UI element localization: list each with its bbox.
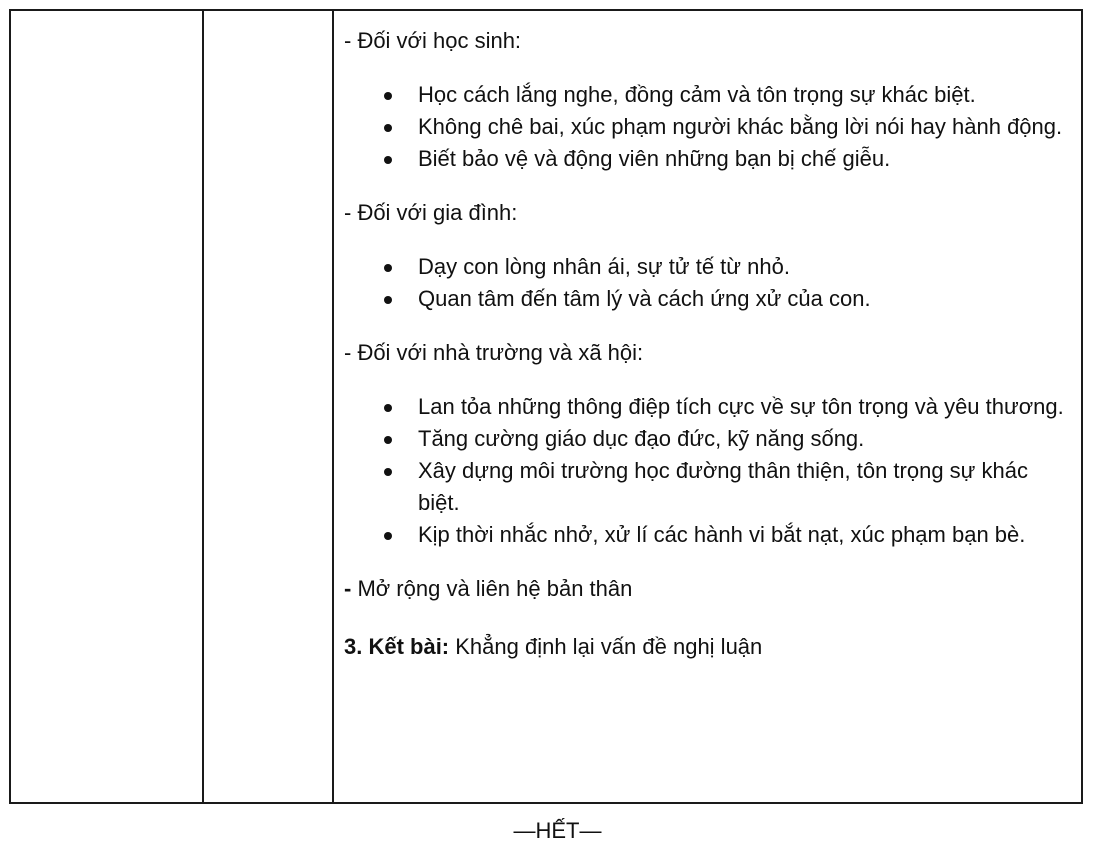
bullet-icon xyxy=(384,124,392,132)
section-heading-school-society: - Đối với nhà trường và xã hội: xyxy=(344,340,644,365)
bullet-icon xyxy=(384,92,392,100)
extension-text: Mở rộng và liên hệ bản thân xyxy=(351,576,633,601)
list-item: Xây dựng môi trường học đường thân thiện, tôn trọng sự khác biệt. xyxy=(344,455,1073,519)
bullet-icon xyxy=(384,532,392,540)
list-item: Tăng cường giáo dục đạo đức, kỹ năng sống. xyxy=(344,423,1073,455)
outline-table xyxy=(9,9,1083,804)
conclusion-text: Khẳng định lại vấn đề nghị luận xyxy=(449,634,763,659)
list-item: Lan tỏa những thông điệp tích cực về sự tôn trọng và yêu thương. xyxy=(344,391,1073,423)
conclusion-line xyxy=(344,631,1073,663)
end-marker: —HẾT— xyxy=(513,818,602,843)
table-cell-second xyxy=(204,11,334,802)
table-cell-first xyxy=(11,11,204,802)
list-item: Kịp thời nhắc nhở, xử lí các hành vi bắt nạt, xúc phạm bạn bè. xyxy=(344,519,1073,551)
list-item: Học cách lắng nghe, đồng cảm và tôn trọng sự khác biệt. xyxy=(344,79,1073,111)
bullet-icon xyxy=(384,296,392,304)
bullet-icon xyxy=(384,264,392,272)
list-item: Dạy con lòng nhân ái, sự tử tế từ nhỏ. xyxy=(344,251,1073,283)
section-heading-students: - Đối với học sinh: xyxy=(344,28,522,53)
bullet-icon xyxy=(384,468,392,476)
list-item: Quan tâm đến tâm lý và cách ứng xử của con. xyxy=(344,283,1073,315)
bullet-icon xyxy=(384,436,392,444)
extension-dash: - xyxy=(344,576,352,601)
bullet-icon xyxy=(384,404,392,412)
bullet-list-students xyxy=(344,79,1073,175)
list-item: Biết bảo vệ và động viên những bạn bị chế giễu. xyxy=(344,143,1073,175)
bullet-list-school-society xyxy=(344,391,1073,551)
bullet-list-family xyxy=(344,251,1073,315)
section-heading-family: - Đối với gia đình: xyxy=(344,200,518,225)
extension-line xyxy=(344,573,1073,605)
list-item: Không chê bai, xúc phạm người khác bằng lời nói hay hành động. xyxy=(344,111,1073,143)
bullet-icon xyxy=(384,156,392,164)
conclusion-label: 3. Kết bài: xyxy=(344,634,450,659)
table-cell-content xyxy=(334,11,1081,802)
